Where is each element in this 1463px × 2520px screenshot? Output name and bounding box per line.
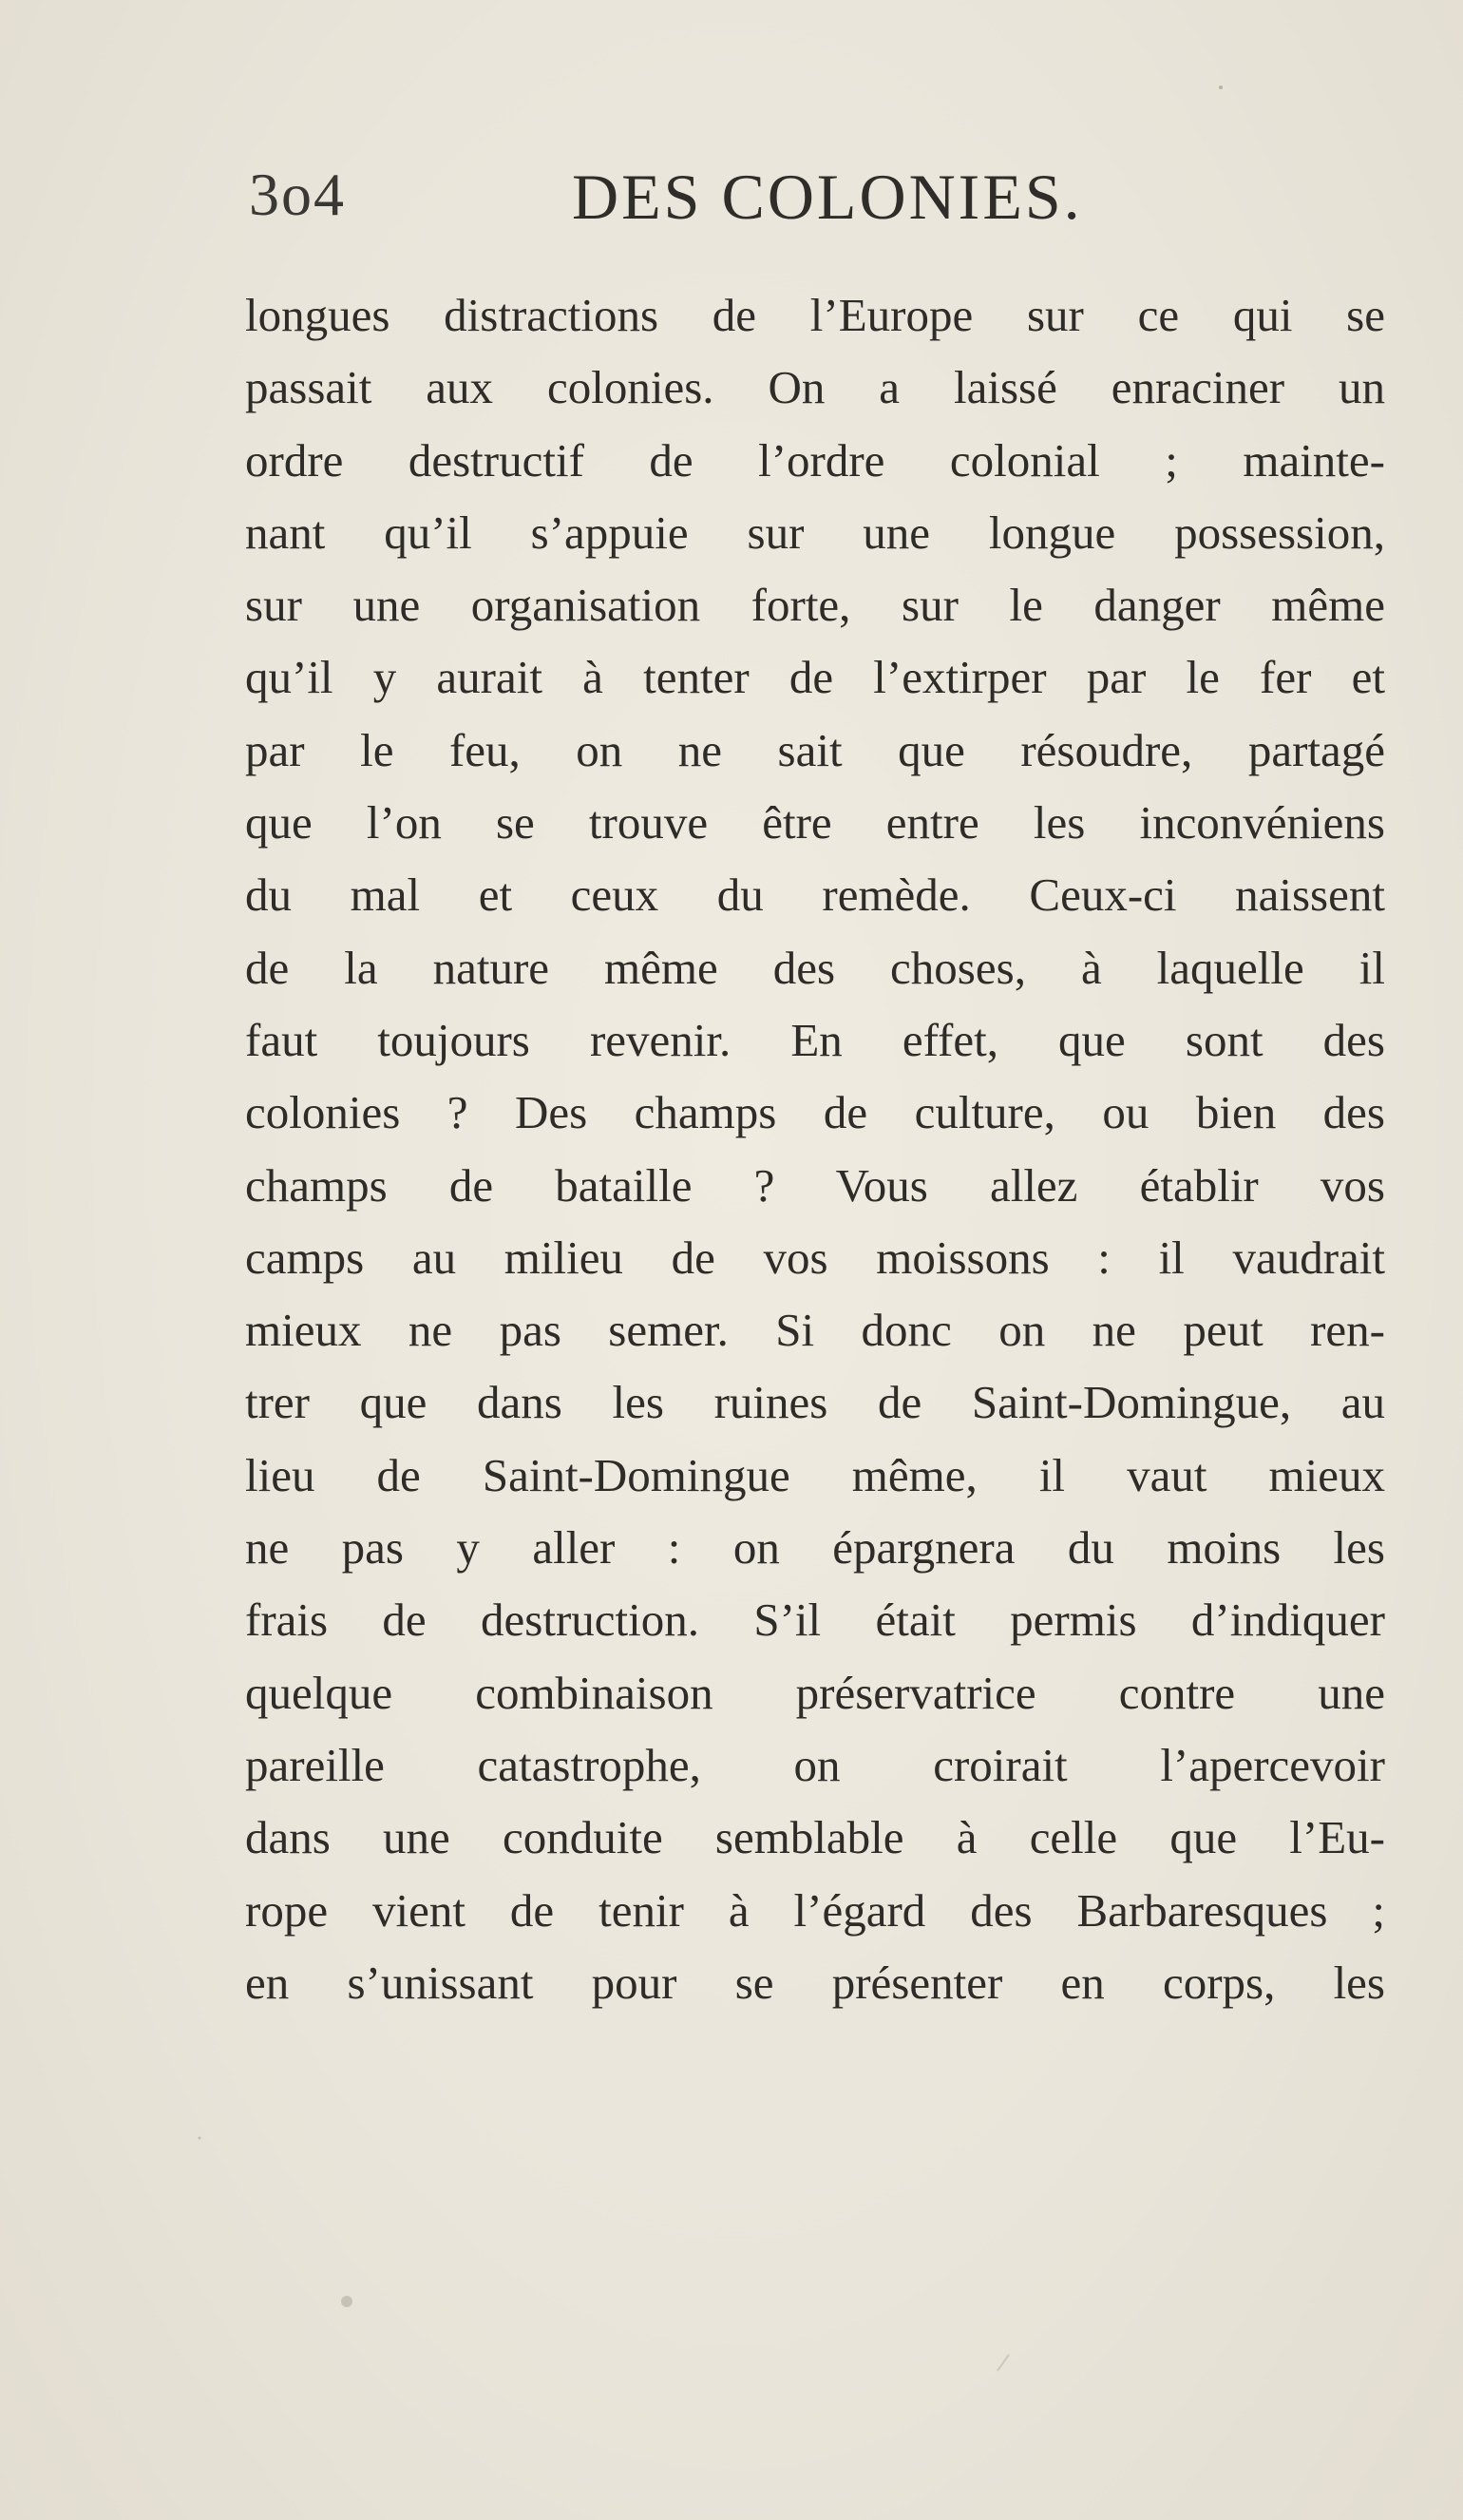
page-header — [249, 160, 1389, 245]
text-line: camps au milieu de vos moissons : il vaudrait — [245, 1231, 1385, 1284]
text-line: par le feu, on ne sait que résoudre, partagé — [245, 723, 1385, 776]
text-line: du mal et ceux du remède. Ceux-ci naissent — [245, 869, 1385, 922]
text-line: faut toujours revenir. En effet, que sont des — [245, 1013, 1385, 1066]
text-line: nant qu’il s’appuie sur une longue possession, — [245, 506, 1385, 559]
text-line: champs de bataille ? Vous allez établir vos — [245, 1158, 1385, 1212]
text-line: trer que dans les ruines de Saint-Domingue, au — [245, 1376, 1385, 1429]
text-line: quelque combinaison préservatrice contre une — [245, 1666, 1385, 1719]
text-line: dans une conduite semblable à celle que l’Eu- — [245, 1811, 1385, 1864]
text-line: pareille catastrophe, on croirait l’apercevoir — [245, 1738, 1385, 1791]
text-line: que l’on se trouve être entre les inconvéniens — [245, 796, 1385, 850]
text-line: sur une organisation forte, sur le danger même — [245, 579, 1385, 632]
text-line: ordre destructif de l’ordre colonial ; mainte- — [245, 433, 1385, 487]
page-number: 3o4 — [249, 161, 346, 228]
text-line: mieux ne pas semer. Si donc on ne peut ren- — [245, 1304, 1385, 1357]
text-line: lieu de Saint-Domingue même, il vaut mieux — [245, 1448, 1385, 1501]
text-line: en s’unissant pour se présenter en corps, les — [245, 1956, 1385, 2009]
text-line: passait aux colonies. On a laissé enraciner un — [245, 361, 1385, 414]
text-line: rope vient de tenir à l’égard des Barbaresques ; — [245, 1883, 1385, 1937]
text-line: frais de destruction. S’il était permis d’indiquer — [245, 1594, 1385, 1647]
text-line: longues distractions de l’Europe sur ce qui se — [245, 289, 1385, 341]
text-line: ne pas y aller : on épargnera du moins les — [245, 1521, 1385, 1575]
body-text — [245, 279, 1385, 2019]
text-line: de la nature même des choses, à laquelle il — [245, 941, 1385, 994]
text-line: colonies ? Des champs de culture, ou bien des — [245, 1086, 1385, 1139]
text-line: qu’il y aurait à tenter de l’extirper par le fer et — [245, 651, 1385, 704]
running-title: DES COLONIES. — [572, 161, 1083, 233]
